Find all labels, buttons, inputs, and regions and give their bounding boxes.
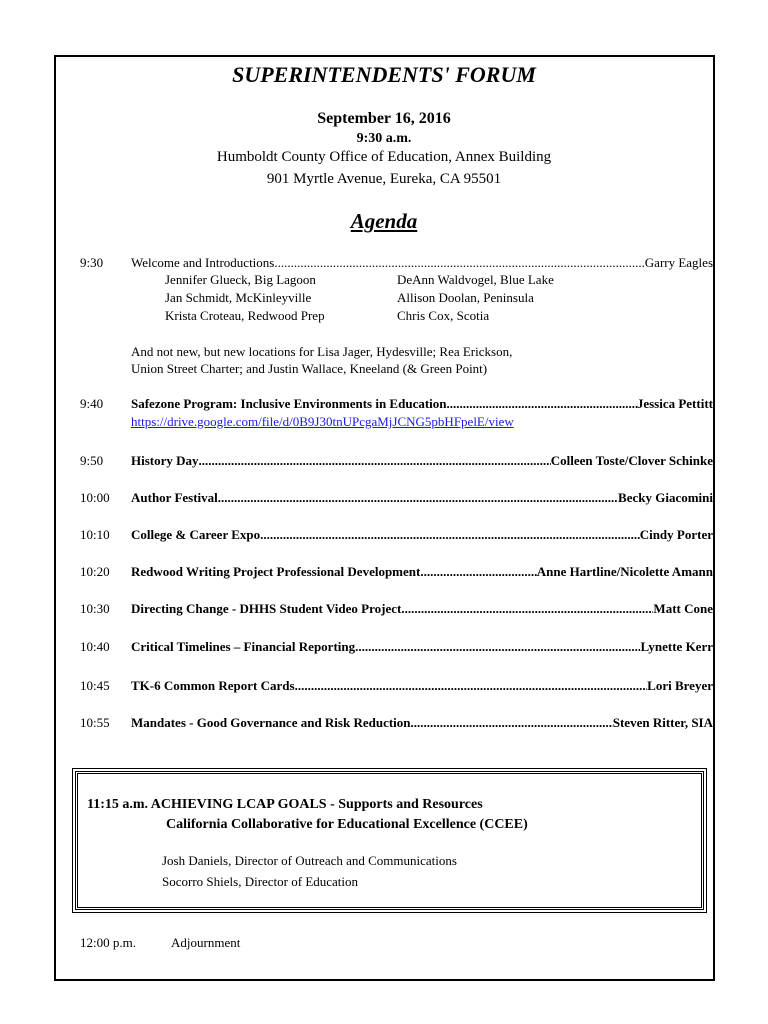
- agenda-item-label: Directing Change - DHHS Student Video Project: [131, 601, 402, 616]
- new-superintendent: Jennifer Glueck, Big Lagoon: [165, 272, 316, 287]
- location-note: Union Street Charter; and Justin Wallace, Kneeland (& Green Point): [131, 361, 488, 376]
- agenda-time: 10:20: [80, 564, 110, 579]
- new-superintendent: Allison Doolan, Peninsula: [397, 290, 534, 305]
- agenda-item: [131, 527, 713, 543]
- agenda-item-label: Welcome and Introductions: [131, 255, 275, 270]
- agenda-item: [131, 715, 713, 731]
- leader-dots: [295, 678, 648, 694]
- leader-dots: [411, 715, 613, 731]
- agenda-time: 10:40: [80, 639, 110, 654]
- agenda-item-label: Author Festival: [131, 490, 218, 505]
- agenda-item-presenter: Steven Ritter, SIA: [612, 715, 713, 730]
- agenda-item-presenter: Cindy Porter: [639, 527, 713, 542]
- agenda-item-label: College & Career Expo: [131, 527, 261, 542]
- agenda-item-label: Mandates - Good Governance and Risk Reduction: [131, 715, 411, 730]
- agenda-item-label: Safezone Program: Inclusive Environments in Education: [131, 396, 447, 411]
- agenda-item-presenter: Lori Breyer: [647, 678, 713, 693]
- agenda-time: 9:40: [80, 396, 104, 411]
- agenda-heading: Agenda: [350, 209, 418, 233]
- agenda-item: [131, 639, 713, 655]
- lcap-subtitle: California Collaborative for Educational Excellence (CCEE): [166, 817, 528, 832]
- meeting-address: 901 Myrtle Avenue, Eureka, CA 95501: [266, 171, 502, 187]
- agenda-item-presenter: Matt Cone: [653, 601, 713, 616]
- agenda-item-label: TK-6 Common Report Cards: [131, 678, 295, 693]
- new-superintendent: Krista Croteau, Redwood Prep: [165, 308, 325, 323]
- agenda-time: 10:00: [80, 490, 110, 505]
- meeting-venue: Humboldt County Office of Education, Annex Building: [216, 149, 552, 165]
- agenda-item-presenter: Garry Eagles: [644, 255, 713, 270]
- lcap-presenter: Josh Daniels, Director of Outreach and Communications: [162, 853, 457, 868]
- agenda-item: [131, 453, 713, 469]
- leader-dots: [260, 527, 640, 543]
- adjournment-time: 12:00 p.m.: [80, 935, 136, 950]
- meeting-date: September 16, 2016: [317, 110, 451, 127]
- page-title: SUPERINTENDENTS' FORUM: [232, 62, 536, 87]
- agenda-time: 10:55: [80, 715, 110, 730]
- leader-dots: [355, 639, 640, 655]
- agenda-item-presenter: Becky Giacomini: [618, 490, 713, 505]
- leader-dots: [199, 453, 551, 469]
- new-superintendent: DeAnn Waldvogel, Blue Lake: [397, 272, 554, 287]
- agenda-item: [131, 678, 713, 694]
- leader-dots: [274, 255, 644, 271]
- new-superintendent: Chris Cox, Scotia: [397, 308, 490, 323]
- agenda-item-label: Redwood Writing Project Professional Development: [131, 564, 421, 579]
- agenda-item-label: History Day: [131, 453, 199, 468]
- lcap-title: 11:15 a.m. ACHIEVING LCAP GOALS - Supports and Resources: [87, 797, 483, 812]
- agenda-item-presenter: Lynette Kerr: [640, 639, 713, 654]
- agenda-time: 10:45: [80, 678, 110, 693]
- agenda-item: [131, 490, 713, 506]
- agenda-time: 10:30: [80, 601, 110, 616]
- leader-dots: [218, 490, 618, 506]
- agenda-time: 9:50: [80, 453, 104, 468]
- agenda-time: 10:10: [80, 527, 110, 542]
- lcap-presenter: Socorro Shiels, Director of Education: [162, 874, 359, 889]
- leader-dots: [401, 601, 653, 617]
- safezone-link[interactable]: https://drive.google.com/file/d/0B9J30tnUPcgaMjJCNG5pbHFpelE/view: [131, 414, 514, 429]
- agenda-item-safezone: [131, 396, 713, 412]
- agenda-item-presenter: Colleen Toste/Clover Schinke: [550, 453, 713, 468]
- agenda-time: 9:30: [80, 255, 104, 270]
- agenda-item-welcome: [131, 255, 713, 271]
- agenda-item-presenter: Jessica Pettitt: [636, 396, 713, 411]
- agenda-item-label: Critical Timelines – Financial Reporting: [131, 639, 356, 654]
- agenda-item-presenter: Anne Hartline/Nicolette Amann: [536, 564, 713, 579]
- lcap-box: [72, 768, 707, 913]
- leader-dots: [420, 564, 536, 580]
- location-note: And not new, but new locations for Lisa Jager, Hydesville; Rea Erickson,: [131, 344, 513, 359]
- meeting-time: 9:30 a.m.: [356, 131, 412, 146]
- agenda-item: [131, 601, 713, 617]
- agenda-item: [131, 564, 713, 580]
- new-superintendent: Jan Schmidt, McKinleyville: [165, 290, 312, 305]
- adjournment-label: Adjournment: [171, 935, 241, 950]
- leader-dots: [447, 396, 637, 412]
